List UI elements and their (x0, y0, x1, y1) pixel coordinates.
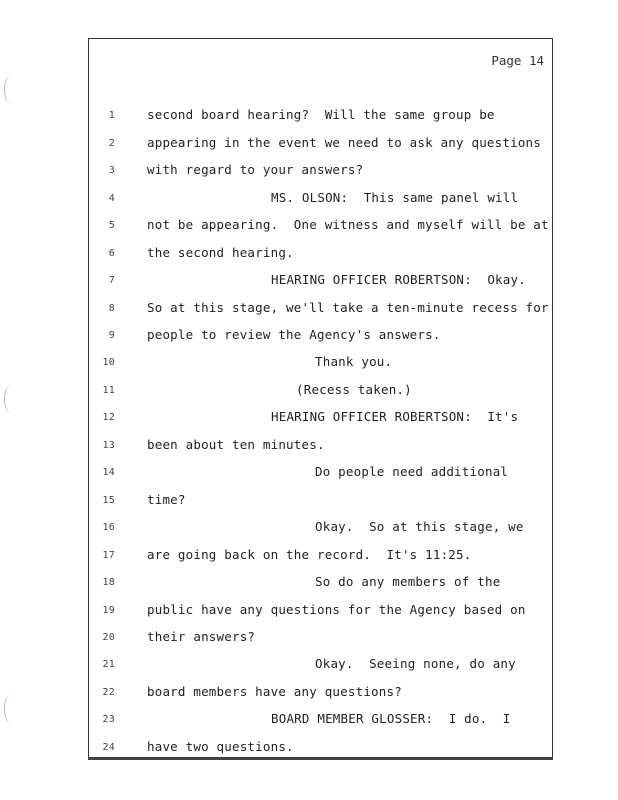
line-text: second board hearing? Will the same group be (147, 107, 495, 122)
line-text: the second hearing. (147, 245, 294, 260)
page-number: Page 14 (491, 53, 544, 68)
line-text: appearing in the event we need to ask any questions (147, 135, 542, 150)
bottom-rule (88, 757, 553, 760)
line-number: 5 (108, 220, 115, 231)
transcript-line (89, 656, 552, 683)
line-number: 22 (102, 687, 115, 698)
transcript-line (89, 354, 552, 381)
line-number: 24 (102, 742, 115, 753)
line-text: Okay. Seeing none, do any (315, 656, 516, 671)
line-number: 2 (108, 138, 115, 149)
line-text: (Recess taken.) (296, 382, 412, 397)
line-number: 8 (108, 303, 115, 314)
transcript-line (89, 300, 552, 327)
transcript-line (89, 162, 552, 189)
line-text: Thank you. (315, 354, 393, 369)
line-text: their answers? (147, 629, 256, 644)
line-text: people to review the Agency's answers. (147, 327, 441, 342)
line-number: 14 (102, 467, 115, 478)
transcript-line (89, 492, 552, 519)
line-number: 17 (102, 550, 115, 561)
line-number: 11 (102, 385, 115, 396)
transcript-line (89, 135, 552, 162)
line-number: 13 (102, 440, 115, 451)
line-text: So at this stage, we'll take a ten-minute recess for (147, 300, 549, 315)
line-number: 3 (108, 165, 115, 176)
line-number: 1 (108, 110, 115, 121)
line-number: 21 (102, 659, 115, 670)
transcript-line (89, 190, 552, 217)
transcript-line (89, 519, 552, 546)
line-text: board members have any questions? (147, 684, 402, 699)
transcript-line (89, 217, 552, 244)
line-text: have two questions. (147, 739, 294, 754)
transcript-line (89, 602, 552, 629)
line-text: So do any members of the (315, 574, 501, 589)
line-text: been about ten minutes. (147, 437, 325, 452)
transcript-line (89, 437, 552, 464)
line-number: 18 (102, 577, 115, 588)
line-text: MS. OLSON: This same panel will (271, 190, 519, 205)
line-number: 4 (108, 193, 115, 204)
transcript-line (89, 409, 552, 436)
line-text: Okay. So at this stage, we (315, 519, 524, 534)
transcript-page (88, 38, 553, 758)
transcript-line (89, 684, 552, 711)
line-text: time? (147, 492, 186, 507)
line-text: are going back on the record. It's 11:25. (147, 547, 472, 562)
line-text: HEARING OFFICER ROBERTSON: It's (271, 409, 519, 424)
line-text: BOARD MEMBER GLOSSER: I do. I (271, 711, 511, 726)
binder-hole-bottom (4, 695, 17, 723)
transcript-line (89, 464, 552, 491)
line-text: HEARING OFFICER ROBERTSON: Okay. (271, 272, 526, 287)
transcript-line (89, 107, 552, 134)
line-number: 16 (102, 522, 115, 533)
line-number: 7 (108, 275, 115, 286)
line-text: not be appearing. One witness and myself will be at (147, 217, 549, 232)
line-number: 9 (108, 330, 115, 341)
transcript-line (89, 327, 552, 354)
line-number: 12 (102, 412, 115, 423)
transcript-line (89, 547, 552, 574)
transcript-line (89, 711, 552, 738)
transcript-line (89, 629, 552, 656)
transcript-line (89, 245, 552, 272)
line-text: Do people need additional (315, 464, 509, 479)
transcript-line (89, 272, 552, 299)
transcript-line (89, 574, 552, 601)
transcript-line (89, 739, 552, 766)
line-number: 6 (108, 248, 115, 259)
line-text: public have any questions for the Agency based on (147, 602, 526, 617)
line-number: 20 (102, 632, 115, 643)
line-text: with regard to your answers? (147, 162, 364, 177)
binder-hole-top (4, 76, 17, 104)
line-number: 15 (102, 495, 115, 506)
transcript-line (89, 382, 552, 409)
line-number: 23 (102, 714, 115, 725)
line-number: 10 (102, 357, 115, 368)
binder-hole-middle (4, 385, 17, 413)
line-number: 19 (102, 605, 115, 616)
